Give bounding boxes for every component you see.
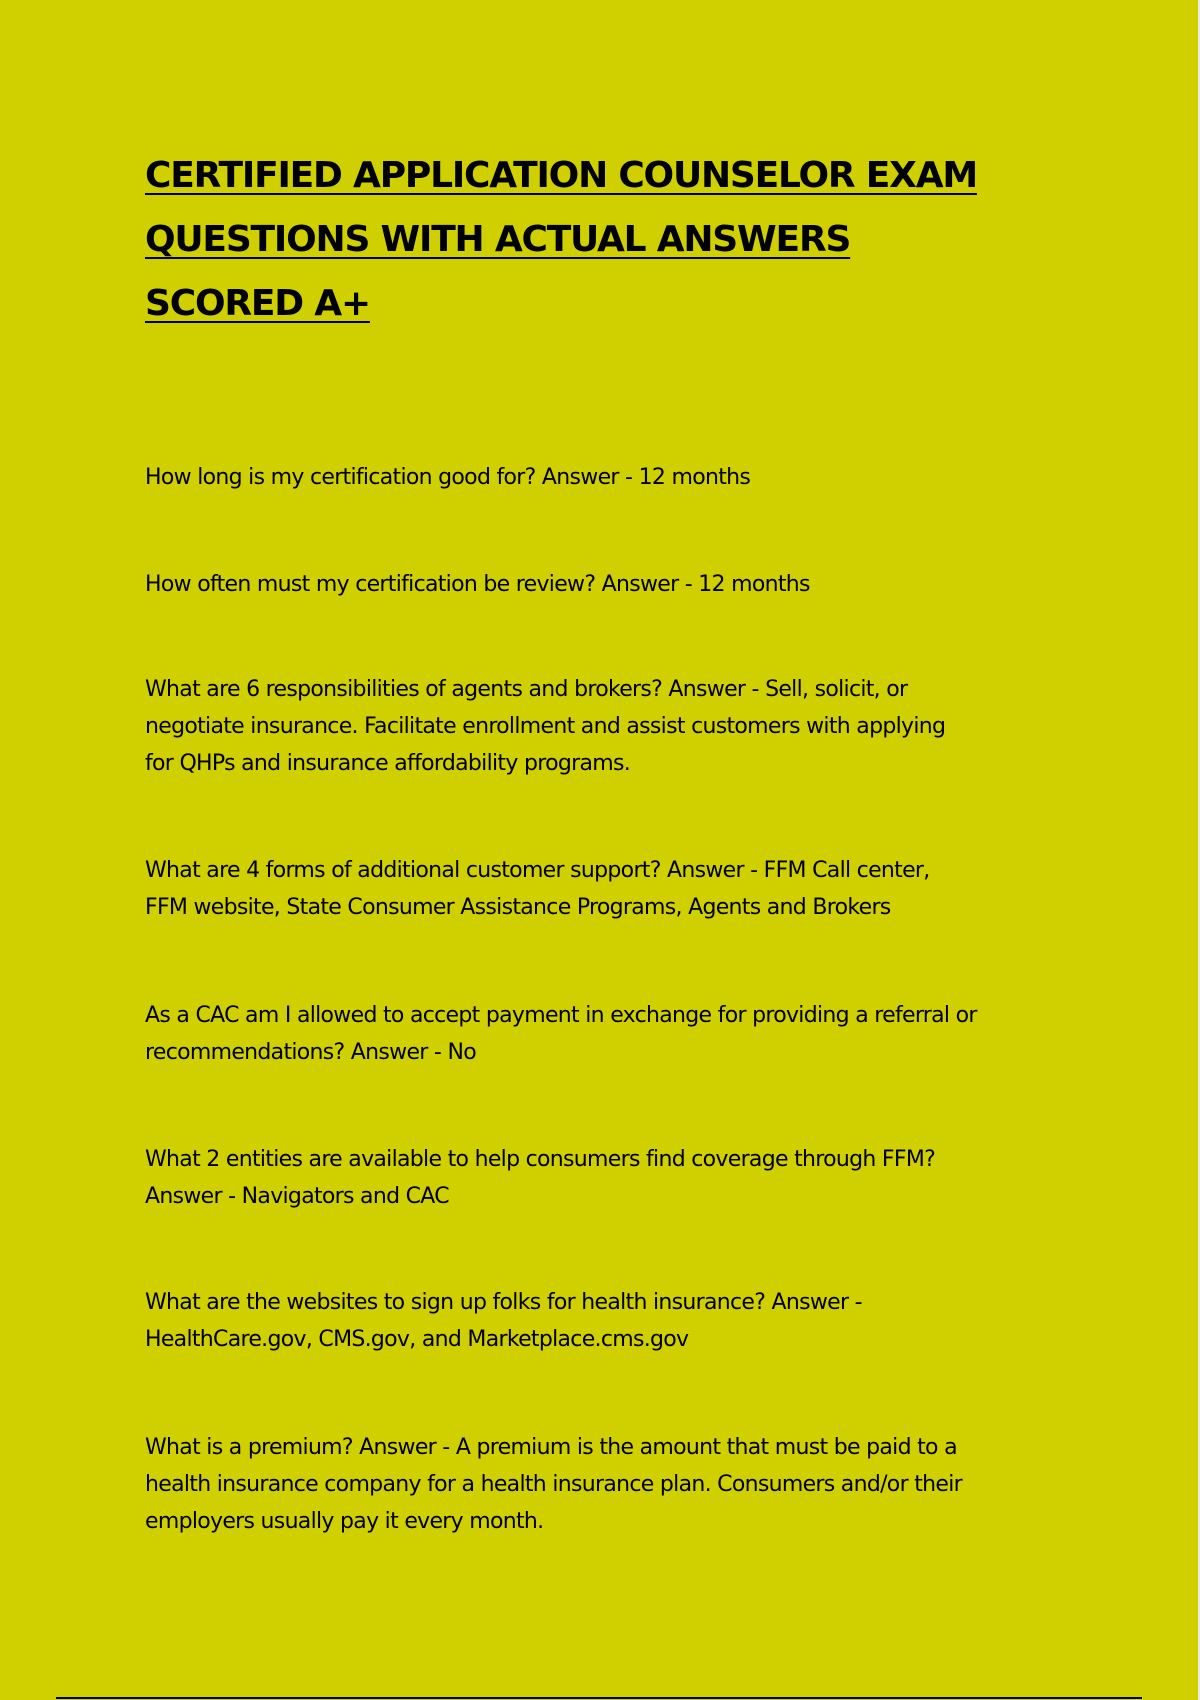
qa-item-agent-responsibilities	[145, 671, 1065, 782]
qa-item-cac-payment	[145, 997, 1065, 1071]
title-line: QUESTIONS WITH ACTUAL ANSWERS	[145, 219, 851, 260]
qa-item-websites	[145, 1284, 1065, 1358]
qa-item-certification-duration	[145, 459, 1065, 496]
qa-line: for QHPs and insurance affordability programs.	[145, 751, 631, 776]
qa-item-ffm-entities	[145, 1141, 1065, 1215]
qa-line: FFM website, State Consumer Assistance Programs, Agents and Brokers	[145, 895, 891, 920]
title-line: SCORED A+	[145, 283, 370, 324]
qa-line: HealthCare.gov, CMS.gov, and Marketplace.cms.gov	[145, 1327, 689, 1352]
qa-line: As a CAC am I allowed to accept payment in exchange for providing a referral or	[145, 1003, 977, 1028]
qa-line: negotiate insurance. Facilitate enrollment and assist customers with applying	[145, 714, 946, 739]
qa-line: How often must my certification be review? Answer - 12 months	[145, 572, 810, 597]
page-bottom-divider	[56, 1697, 1142, 1699]
qa-line: recommendations? Answer - No	[145, 1040, 476, 1065]
qa-line: Answer - Navigators and CAC	[145, 1184, 449, 1209]
qa-line: What are 4 forms of additional customer support? Answer - FFM Call center,	[145, 858, 930, 883]
qa-line: How long is my certification good for? Answer - 12 months	[145, 465, 751, 490]
qa-line: What is a premium? Answer - A premium is the amount that must be paid to a	[145, 1435, 957, 1460]
qa-item-customer-support	[145, 852, 1065, 926]
document-title	[145, 144, 1075, 336]
qa-line: employers usually pay it every month.	[145, 1509, 544, 1534]
qa-line: What 2 entities are available to help consumers find coverage through FFM?	[145, 1147, 936, 1172]
qa-line: What are the websites to sign up folks for health insurance? Answer -	[145, 1290, 862, 1315]
qa-line: health insurance company for a health insurance plan. Consumers and/or their	[145, 1472, 962, 1497]
qa-item-certification-review	[145, 566, 1065, 603]
title-line: CERTIFIED APPLICATION COUNSELOR EXAM	[145, 155, 977, 196]
qa-item-premium	[145, 1429, 1065, 1540]
qa-line: What are 6 responsibilities of agents and brokers? Answer - Sell, solicit, or	[145, 677, 908, 702]
